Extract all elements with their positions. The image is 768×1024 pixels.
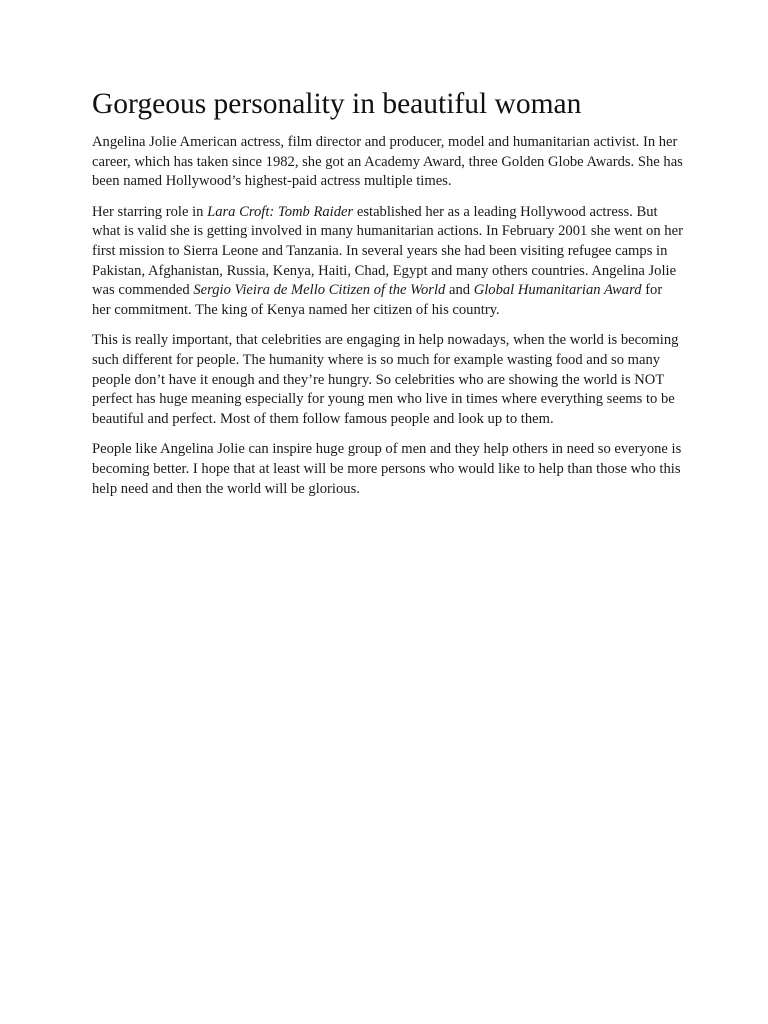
paragraph-4: People like Angelina Jolie can inspire huge group of men and they help others in need so everyone is becoming better. I hope that at least will be more persons who would like to help than those who this help need and then the world will be glorious. [92,441,682,497]
document-page [92,84,684,510]
paragraph-2-text-3: and [445,282,474,299]
award-name-italic-2: Global Humanitarian Award [473,282,642,299]
paragraph-2-text-2: established her as a leading Hollywood actress. But what is valid she is getting involved in many humanitarian actions. In February 2001 she went on her first mission to Sierra Leone and Tanzania. In several years she had been visiting refugee camps in Pakistan, Afghanistan, Russia, Kenya, Haiti, Chad, Egypt and many others countries. Angelina Jolie was commended [92,203,683,299]
award-name-italic-1: Sergio Vieira de Mello Citizen of the World [193,282,446,299]
paragraph-2-text-4: for her commitment. The king of Kenya named her citizen of his country. [92,282,663,318]
paragraph-2 [92,203,684,321]
paragraph-3: This is really important, that celebrities are engaging in help nowadays, when the world is becoming such different for people. The humanity where is so much for example wasting food and so many people don’t have it enough and they’re hungry. So celebrities who are showing the world is NOT perfect has huge meaning especially for young men who live in times where everything seems to be beautiful and perfect. Most of them follow famous people and look up to them. [92,332,679,427]
movie-title-italic: Lara Croft: Tomb Raider [207,203,354,220]
document-title: Gorgeous personality in beautiful woman [92,88,582,120]
paragraph-1: Angelina Jolie American actress, film director and producer, model and humanitarian activist. In her career, which has taken since 1982, she got an Academy Award, three Golden Globe Awards. She has been named Hollywood’s highest-paid actress multiple times. [92,134,683,190]
paragraph-2-text-1: Her starring role in [92,203,208,220]
